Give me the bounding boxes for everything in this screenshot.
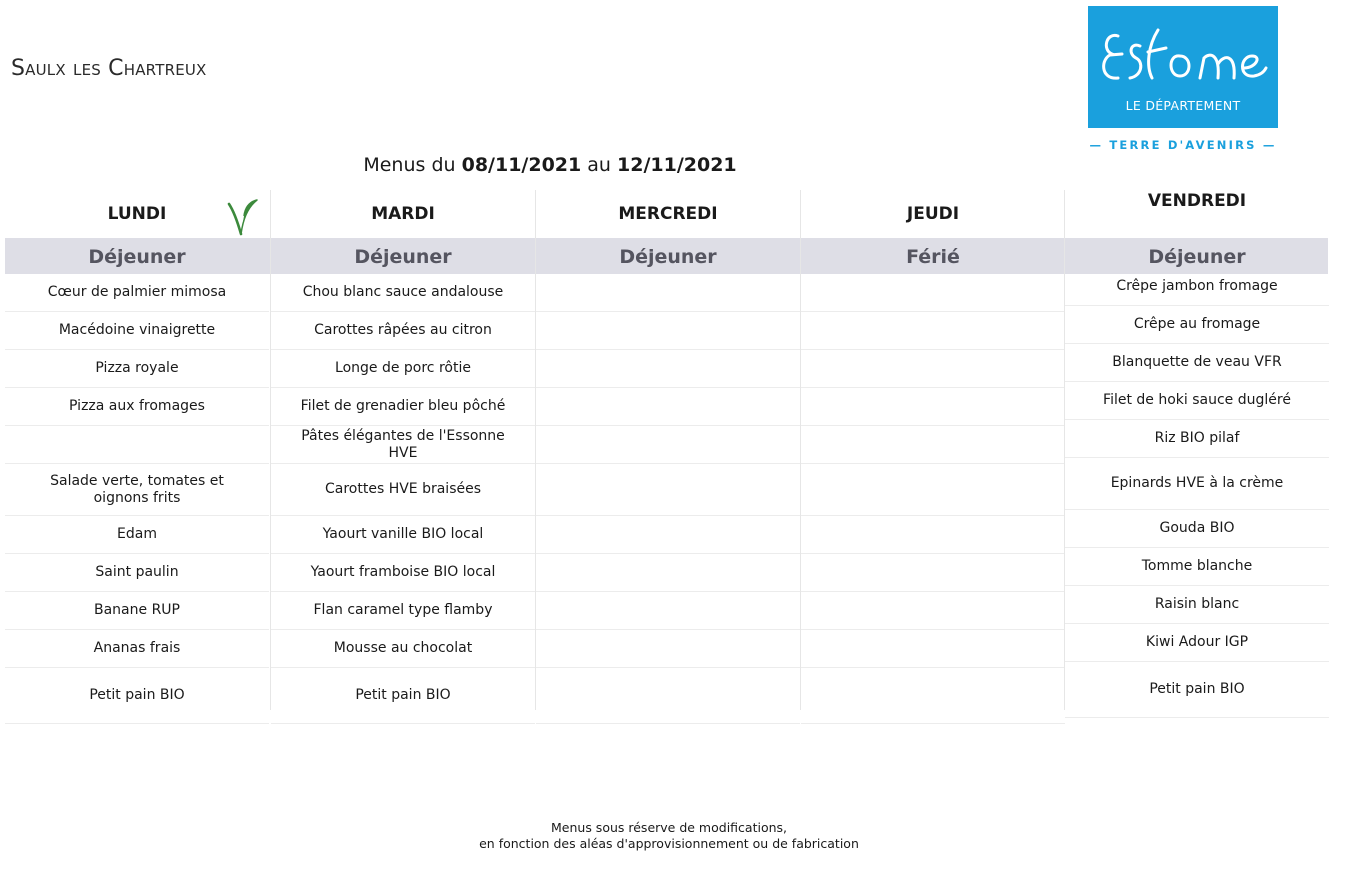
menu-item: Mousse au chocolat xyxy=(271,630,535,668)
menu-item xyxy=(536,554,800,592)
menu-item xyxy=(536,426,800,464)
menu-item xyxy=(801,554,1065,592)
menu-title xyxy=(0,154,1100,176)
menu-item xyxy=(536,388,800,426)
day-column-jeudi xyxy=(800,190,1065,710)
menu-item xyxy=(536,668,800,724)
menu-item xyxy=(536,630,800,668)
menu-item: Filet de grenadier bleu pôché xyxy=(271,388,535,426)
town-name: Saulx les Chartreux xyxy=(11,56,207,81)
essonne-script-logo-icon xyxy=(1088,6,1278,98)
logo-subtitle: LE DÉPARTEMENT xyxy=(1125,98,1241,113)
menu-item: Salade verte, tomates et oignons frits xyxy=(5,464,269,516)
essonne-logo xyxy=(1088,6,1278,128)
day-header: JEUDI xyxy=(906,204,960,224)
menu-item xyxy=(801,464,1065,516)
meal-label: Déjeuner xyxy=(88,246,186,268)
menu-item xyxy=(801,668,1065,724)
menu-item: Ananas frais xyxy=(5,630,269,668)
menu-item: Saint paulin xyxy=(5,554,269,592)
menu-item: Edam xyxy=(5,516,269,554)
day-column-lundi xyxy=(5,190,269,710)
menu-item: Yaourt vanille BIO local xyxy=(271,516,535,554)
day-column-mercredi xyxy=(535,190,800,710)
footnote-line-2: en fonction des aléas d'approvisionnement ou de fabrication xyxy=(479,836,859,851)
menu-item: Blanquette de veau VFR xyxy=(1065,344,1329,382)
logo-tagline: — TERRE D'AVENIRS — xyxy=(1089,138,1277,152)
meal-label: Férié xyxy=(906,246,960,268)
title-mid: au xyxy=(581,154,617,176)
menu-item xyxy=(801,426,1065,464)
menu-item xyxy=(801,274,1065,312)
menu-item xyxy=(801,350,1065,388)
date-from: 08/11/2021 xyxy=(461,154,582,176)
menu-item xyxy=(5,426,269,464)
menu-item: Crêpe jambon fromage xyxy=(1065,268,1329,306)
menu-item: Kiwi Adour IGP xyxy=(1065,624,1329,662)
footnote xyxy=(0,820,1338,852)
menu-item: Petit pain BIO xyxy=(271,668,535,724)
menu-item xyxy=(801,388,1065,426)
menu-item: Carottes HVE braisées xyxy=(271,464,535,516)
menu-item xyxy=(536,350,800,388)
menu-items xyxy=(271,274,535,724)
footnote-line-1: Menus sous réserve de modifications, xyxy=(551,820,787,835)
menu-item: Filet de hoki sauce dugléré xyxy=(1065,382,1329,420)
menu-item xyxy=(801,312,1065,350)
meal-label: Déjeuner xyxy=(354,246,452,268)
menu-item: Crêpe au fromage xyxy=(1065,306,1329,344)
menu-item xyxy=(536,464,800,516)
menu-item: Longe de porc rôtie xyxy=(271,350,535,388)
menu-item: Gouda BIO xyxy=(1065,510,1329,548)
title-prefix: Menus du xyxy=(363,154,462,176)
meal-label: Déjeuner xyxy=(1148,246,1246,268)
menu-items xyxy=(1065,268,1329,718)
menu-item: Yaourt framboise BIO local xyxy=(271,554,535,592)
menu-item xyxy=(536,516,800,554)
day-header: LUNDI xyxy=(107,204,167,224)
menu-item: Pizza aux fromages xyxy=(5,388,269,426)
menu-item: Banane RUP xyxy=(5,592,269,630)
menu-item xyxy=(536,592,800,630)
meal-label: Déjeuner xyxy=(619,246,717,268)
menu-item: Carottes râpées au citron xyxy=(271,312,535,350)
leaf-v-icon xyxy=(227,198,261,236)
menu-table xyxy=(5,190,1328,710)
menu-items xyxy=(5,274,269,724)
menu-items xyxy=(536,274,800,724)
menu-item: Macédoine vinaigrette xyxy=(5,312,269,350)
menu-item: Pâtes élégantes de l'Essonne HVE xyxy=(271,426,535,464)
day-header: VENDREDI xyxy=(1147,191,1247,211)
menu-item xyxy=(801,516,1065,554)
menu-item xyxy=(536,274,800,312)
menu-item: Chou blanc sauce andalouse xyxy=(271,274,535,312)
menu-item: Epinards HVE à la crème xyxy=(1065,458,1329,510)
menu-item xyxy=(536,312,800,350)
menu-item xyxy=(801,592,1065,630)
day-column-vendredi xyxy=(1064,190,1329,710)
date-to: 12/11/2021 xyxy=(617,154,737,176)
menu-items xyxy=(801,274,1065,724)
menu-item: Flan caramel type flamby xyxy=(271,592,535,630)
menu-item: Pizza royale xyxy=(5,350,269,388)
menu-item: Cœur de palmier mimosa xyxy=(5,274,269,312)
day-column-mardi xyxy=(270,190,535,710)
menu-item xyxy=(801,630,1065,668)
day-header: MARDI xyxy=(371,204,435,224)
menu-item: Petit pain BIO xyxy=(1065,662,1329,718)
menu-item: Tomme blanche xyxy=(1065,548,1329,586)
day-header: MERCREDI xyxy=(618,204,718,224)
menu-item: Riz BIO pilaf xyxy=(1065,420,1329,458)
menu-item: Petit pain BIO xyxy=(5,668,269,724)
menu-item: Raisin blanc xyxy=(1065,586,1329,624)
